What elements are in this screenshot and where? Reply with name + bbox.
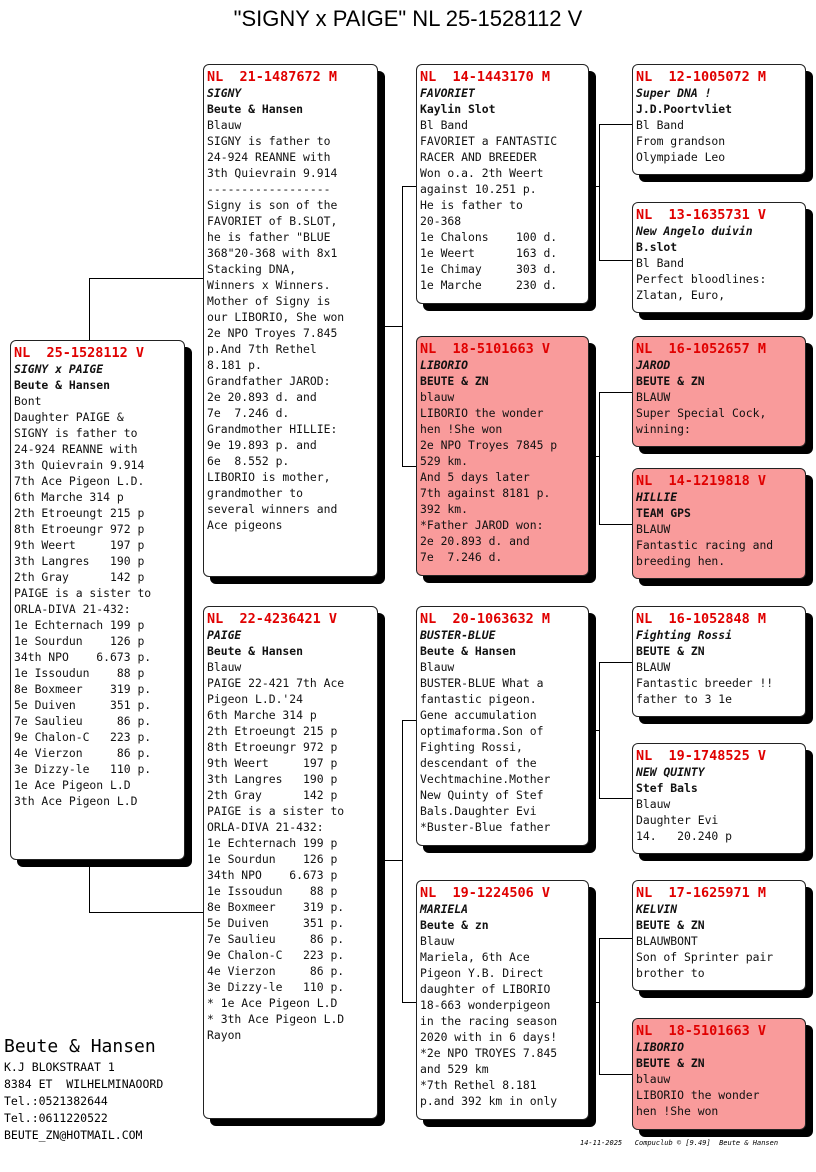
info-line: 6th Marche 314 p — [14, 490, 124, 504]
info-line: 529 km. — [420, 454, 469, 468]
info-line: in the racing season — [420, 1014, 558, 1028]
pigeon-name: HILLIE — [636, 490, 678, 504]
pigeon-card-dd-sire[interactable] — [632, 880, 806, 991]
pigeon-name: LIBORIO — [420, 358, 469, 372]
ring-number: NL 18-5101663 V — [420, 341, 551, 357]
ring-number: NL 16-1052848 M — [636, 611, 767, 627]
info-line: 2020 with in 6 days! — [420, 1030, 558, 1044]
info-line: 1e Chimay 303 d. — [420, 262, 558, 276]
pigeon-card-ss-dam[interactable] — [632, 202, 806, 313]
info-line: he is father "BLUE — [207, 230, 331, 244]
connector-line — [599, 124, 600, 260]
pigeon-name: LIBORIO — [636, 1040, 685, 1054]
phone-line: Tel.:0611220522 — [4, 1111, 108, 1125]
owner-name: Beute & zn — [420, 918, 489, 932]
info-line: Fantastic breeder !! — [636, 676, 774, 690]
phone-line: Tel.:0521382644 — [4, 1094, 108, 1108]
pigeon-card-ss-sire[interactable] — [632, 64, 806, 175]
info-line: SIGNY is father to — [207, 134, 331, 148]
info-line: Vechtmachine.Mother — [420, 772, 551, 786]
info-line: 1e Echternach 199 p — [14, 618, 145, 632]
info-line: optimaforma.Son of — [420, 724, 544, 738]
info-line: 20-368 — [420, 214, 462, 228]
info-line: hen !She won — [636, 1104, 719, 1118]
info-line: Rayon — [207, 1028, 242, 1042]
pigeon-name: PAIGE — [207, 628, 242, 642]
pigeon-name: BUSTER-BLUE — [420, 628, 496, 642]
info-line: Stacking DNA, — [207, 262, 297, 276]
pigeon-card-sire-dam[interactable] — [416, 336, 589, 576]
connector-line — [599, 1074, 632, 1075]
pigeon-name: FAVORIET — [420, 86, 475, 100]
owner-name: Beute & Hansen — [420, 644, 517, 658]
info-line: 1e Sourdun 126 p — [14, 634, 145, 648]
info-line: 6e 8.552 p. — [207, 454, 290, 468]
info-line: Mother of Signy is — [207, 294, 331, 308]
info-line: blauw — [636, 1072, 671, 1086]
owner-name: BEUTE & ZN — [636, 1056, 705, 1070]
info-line: hen !She won — [420, 422, 503, 436]
email-line: BEUTE_ZN@HOTMAIL.COM — [4, 1128, 143, 1142]
info-line: 3th Langres 190 p — [207, 772, 338, 786]
pigeon-name: JAROD — [636, 358, 671, 372]
pigeon-name: KELVIN — [636, 902, 678, 916]
info-line: Fantastic racing and — [636, 538, 774, 552]
info-line: Bont — [14, 394, 42, 408]
info-line: 2e NPO Troyes 7.845 — [207, 326, 338, 340]
owner-name: Beute & Hansen — [207, 644, 304, 658]
info-line: 9th Weert 197 p — [14, 538, 145, 552]
info-line: 2th Etroeungt 215 p — [14, 506, 145, 520]
info-line: Bl Band — [636, 256, 685, 270]
info-line: He is father to — [420, 198, 523, 212]
connector-line — [599, 124, 632, 125]
info-line: 4e Vierzon 86 p. — [207, 964, 345, 978]
connector-line — [599, 798, 632, 799]
info-line: 2th Gray 142 p — [14, 570, 145, 584]
info-line: Pigeon L.D.'24 — [207, 692, 304, 706]
pigeon-name: SIGNY x PAIGE — [14, 362, 104, 376]
info-line: LIBORIO is mother, — [207, 470, 331, 484]
info-line: 18-663 wonderpigeon — [420, 998, 551, 1012]
info-line: Blauw — [636, 797, 671, 811]
info-line: LIBORIO the wonder — [636, 1088, 760, 1102]
connector-line — [402, 466, 417, 467]
connector-line — [89, 278, 90, 340]
info-line: 7e 7.246 d. — [420, 550, 503, 564]
info-line: 24-924 REANNE with — [14, 442, 138, 456]
pigeon-card-sire-sire[interactable] — [416, 64, 589, 304]
info-line: * 3th Ace Pigeon L.D — [207, 1012, 345, 1026]
info-line: 8th Etroeungr 972 p — [207, 740, 338, 754]
info-line: fantastic pigeon. — [420, 692, 537, 706]
info-line: Gene accumulation — [420, 708, 537, 722]
info-line: Bals.Daughter Evi — [420, 804, 537, 818]
info-line: 8.181 p. — [207, 358, 262, 372]
info-line: 3e Dizzy-le 110 p. — [207, 980, 345, 994]
pigeon-card-sd-sire[interactable] — [632, 336, 806, 447]
owner-name: J.D.Poortvliet — [636, 102, 733, 116]
info-line: 1e Echternach 199 p — [207, 836, 338, 850]
pigeon-card-dd-dam[interactable] — [632, 1018, 806, 1130]
connector-line — [384, 326, 402, 327]
ring-number: NL 25-1528112 V — [14, 345, 145, 361]
info-line: and 529 km — [420, 1062, 489, 1076]
info-line: brother to — [636, 966, 705, 980]
owner-name: BEUTE & ZN — [636, 374, 705, 388]
ring-number: NL 14-1219818 V — [636, 473, 767, 489]
info-line: 9e Chalon-C 223 p. — [14, 730, 152, 744]
info-line: And 5 days later — [420, 470, 530, 484]
info-line: 2e 20.893 d. and — [207, 390, 317, 404]
connector-line — [590, 730, 599, 731]
owner-name: Stef Bals — [636, 781, 698, 795]
info-line: BLAUW — [636, 660, 671, 674]
info-line: 3th Quievrain 9.914 — [207, 166, 338, 180]
info-line: Bl Band — [420, 118, 469, 132]
owner-name: BEUTE & ZN — [636, 918, 705, 932]
info-line: ORLA-DIVA 21-432: — [14, 602, 131, 616]
pigeon-card-sire[interactable] — [203, 64, 378, 577]
info-line: 5e Duiven 351 p. — [207, 916, 345, 930]
ring-number: NL 19-1224506 V — [420, 885, 551, 901]
info-line: BLAUW — [636, 390, 671, 404]
pigeon-card-dam-sire[interactable] — [416, 606, 589, 846]
info-line: 1e Issoudun 88 p — [207, 884, 338, 898]
info-line: Pigeon Y.B. Direct — [420, 966, 544, 980]
ring-number: NL 14-1443170 M — [420, 69, 551, 85]
connector-line — [599, 662, 600, 798]
connector-line — [89, 860, 90, 912]
ring-number: NL 12-1005072 M — [636, 69, 767, 85]
owner-name: TEAM GPS — [636, 506, 691, 520]
info-line: daughter of LIBORIO — [420, 982, 551, 996]
pigeon-name: Fighting Rossi — [636, 628, 733, 642]
info-line: 368"20-368 with 8x1 — [207, 246, 338, 260]
ring-number: NL 20-1063632 M — [420, 611, 551, 627]
info-line: p.and 392 km in only — [420, 1094, 558, 1108]
pigeon-card-ds-sire[interactable] — [632, 606, 806, 717]
connector-line — [89, 912, 204, 913]
info-line: 1e Chalons 100 d. — [420, 230, 558, 244]
info-line: 3th Ace Pigeon L.D — [14, 794, 138, 808]
info-line: several winners and — [207, 502, 338, 516]
info-line: Blauw — [207, 660, 242, 674]
info-line: blauw — [420, 390, 455, 404]
info-line: 7th Ace Pigeon L.D. — [14, 474, 145, 488]
info-line: 1e Issoudun 88 p — [14, 666, 145, 680]
info-line: Son of Sprinter pair — [636, 950, 774, 964]
page-title: "SIGNY x PAIGE" NL 25-1528112 V — [233, 6, 583, 31]
connector-line — [590, 456, 599, 457]
info-line: 24-924 REANNE with — [207, 150, 331, 164]
info-line: 5e Duiven 351 p. — [14, 698, 152, 712]
info-line: Ace pigeons — [207, 518, 283, 532]
info-line: 1e Weert 163 d. — [420, 246, 558, 260]
connector-line — [402, 186, 417, 187]
info-line: PAIGE 22-421 7th Ace — [207, 676, 345, 690]
connector-line — [599, 392, 632, 393]
info-line: grandmother to — [207, 486, 304, 500]
info-line: ------------------ — [207, 182, 331, 196]
info-line: our LIBORIO, She won — [207, 310, 345, 324]
pigeon-name: MARIELA — [420, 902, 469, 916]
connector-line — [590, 1002, 599, 1003]
info-line: 7e Saulieu 86 p. — [207, 932, 345, 946]
info-line: Blauw — [207, 118, 242, 132]
info-line: 8th Etroeungr 972 p — [14, 522, 145, 536]
pigeon-card-ds-dam[interactable] — [632, 743, 806, 854]
info-line: Fighting Rossi, — [420, 740, 523, 754]
info-line: 34th NPO 6.673 p — [207, 868, 338, 882]
info-line: 9e Chalon-C 223 p. — [207, 948, 345, 962]
info-line: 3th Quievrain 9.914 — [14, 458, 145, 472]
ring-number: NL 17-1625971 M — [636, 885, 767, 901]
info-line: Zlatan, Euro, — [636, 288, 726, 302]
pigeon-card-dam-dam[interactable] — [416, 880, 589, 1120]
pigeon-name: New Angelo duivin — [636, 224, 753, 238]
info-line: * 1e Ace Pigeon L.D — [207, 996, 338, 1010]
info-line: 392 km. — [420, 502, 469, 516]
connector-line — [384, 860, 402, 861]
info-line: 8e Boxmeer 319 p. — [207, 900, 345, 914]
owner-name: Beute & Hansen — [207, 102, 304, 116]
info-line: 8e Boxmeer 319 p. — [14, 682, 152, 696]
info-line: 2e 20.893 d. and — [420, 534, 530, 548]
info-line: breeding hen. — [636, 554, 726, 568]
address-line: K.J BLOKSTRAAT 1 — [4, 1060, 115, 1074]
connector-line — [599, 938, 600, 1074]
info-line: 2e NPO Troyes 7845 p — [420, 438, 558, 452]
connector-line — [599, 938, 632, 939]
connector-line — [599, 260, 632, 261]
info-line: Winners x Winners. — [207, 278, 331, 292]
connector-line — [89, 278, 204, 279]
info-line: father to 3 1e — [636, 692, 733, 706]
info-line: Grandfather JAROD: — [207, 374, 331, 388]
info-line: 7th against 8181 p. — [420, 486, 551, 500]
connector-line — [599, 392, 600, 524]
pigeon-name: Super DNA ! — [636, 86, 712, 100]
owner-name: B.slot — [636, 240, 678, 254]
info-line: Super Special Cock, — [636, 406, 767, 420]
info-line: p.And 7th Rethel — [207, 342, 317, 356]
info-line: Blauw — [420, 660, 455, 674]
info-line: BUSTER-BLUE What a — [420, 676, 544, 690]
info-line: Won o.a. 2th Weert — [420, 166, 544, 180]
info-line: 4e Vierzon 86 p. — [14, 746, 152, 760]
info-line: Daughter PAIGE & — [14, 410, 124, 424]
info-line: Signy is son of the — [207, 198, 338, 212]
info-line: against 10.251 p. — [420, 182, 537, 196]
info-line: PAIGE is a sister to — [14, 586, 152, 600]
connector-line — [402, 720, 403, 1002]
pigeon-name: SIGNY — [207, 86, 242, 100]
ring-number: NL 22-4236421 V — [207, 611, 338, 627]
ring-number: NL 18-5101663 V — [636, 1023, 767, 1039]
ring-number: NL 13-1635731 V — [636, 207, 767, 223]
info-line: 14. 20.240 p — [636, 829, 733, 843]
info-line: 34th NPO 6.673 p. — [14, 650, 152, 664]
info-line: *Father JAROD won: — [420, 518, 544, 532]
info-line: 6th Marche 314 p — [207, 708, 317, 722]
owner-name: Kaylin Slot — [420, 102, 496, 116]
info-line: 2th Gray 142 p — [207, 788, 338, 802]
owner-name: BEUTE & ZN — [636, 644, 705, 658]
info-line: ORLA-DIVA 21-432: — [207, 820, 324, 834]
pigeon-name: NEW QUINTY — [636, 765, 705, 779]
info-line: 9th Weert 197 p — [207, 756, 338, 770]
info-line: New Quinty of Stef — [420, 788, 544, 802]
info-line: SIGNY is father to — [14, 426, 138, 440]
pigeon-card-sd-dam[interactable] — [632, 468, 806, 579]
info-line: BLAUWBONT — [636, 934, 698, 948]
info-line: BLAUW — [636, 522, 671, 536]
info-line: Olympiade Leo — [636, 150, 726, 164]
info-line: Perfect bloodlines: — [636, 272, 767, 286]
info-line: 1e Ace Pigeon L.D — [14, 778, 131, 792]
breeder-name: Beute & Hansen — [4, 1036, 156, 1057]
info-line: 2th Etroeungt 215 p — [207, 724, 338, 738]
owner-name: Beute & Hansen — [14, 378, 111, 392]
info-line: RACER AND BREEDER — [420, 150, 537, 164]
connector-line — [590, 186, 599, 187]
info-line: From grandson — [636, 134, 726, 148]
info-line: *Buster-Blue father — [420, 820, 551, 834]
info-line: descendant of the — [420, 756, 537, 770]
info-line: Mariela, 6th Ace — [420, 950, 530, 964]
info-line: LIBORIO the wonder — [420, 406, 544, 420]
info-line: Blauw — [420, 934, 455, 948]
owner-name: BEUTE & ZN — [420, 374, 489, 388]
info-line: 7e Saulieu 86 p. — [14, 714, 152, 728]
footer-credit: 14-11-2025 Compuclub © [9.49] Beute & Hansen — [580, 1139, 779, 1147]
info-line: winning: — [636, 422, 691, 436]
ring-number: NL 19-1748525 V — [636, 748, 767, 764]
address-line: 8384 ET WILHELMINAOORD — [4, 1077, 164, 1091]
info-line: Bl Band — [636, 118, 685, 132]
ring-number: NL 16-1052657 M — [636, 341, 767, 357]
info-line: Daughter Evi — [636, 813, 719, 827]
connector-line — [599, 524, 632, 525]
info-line: 1e Marche 230 d. — [420, 278, 558, 292]
info-line: 3th Langres 190 p — [14, 554, 145, 568]
info-line: PAIGE is a sister to — [207, 804, 345, 818]
info-line: 3e Dizzy-le 110 p. — [14, 762, 152, 776]
connector-line — [402, 1002, 417, 1003]
pigeon-card-subject[interactable] — [10, 340, 185, 860]
breeder-address — [4, 1035, 163, 1144]
info-line: FAVORIET of B.SLOT, — [207, 214, 338, 228]
info-line: 7e 7.246 d. — [207, 406, 290, 420]
info-line: *2e NPO TROYES 7.845 — [420, 1046, 558, 1060]
connector-line — [599, 662, 632, 663]
info-line: FAVORIET a FANTASTIC — [420, 134, 558, 148]
info-line: 9e 19.893 p. and — [207, 438, 317, 452]
info-line: 1e Sourdun 126 p — [207, 852, 338, 866]
connector-line — [402, 186, 403, 466]
ring-number: NL 21-1487672 M — [207, 69, 338, 85]
info-line: *7th Rethel 8.181 — [420, 1078, 537, 1092]
pigeon-card-dam[interactable] — [203, 606, 378, 1119]
info-line: Grandmother HILLIE: — [207, 422, 338, 436]
connector-line — [402, 720, 417, 721]
